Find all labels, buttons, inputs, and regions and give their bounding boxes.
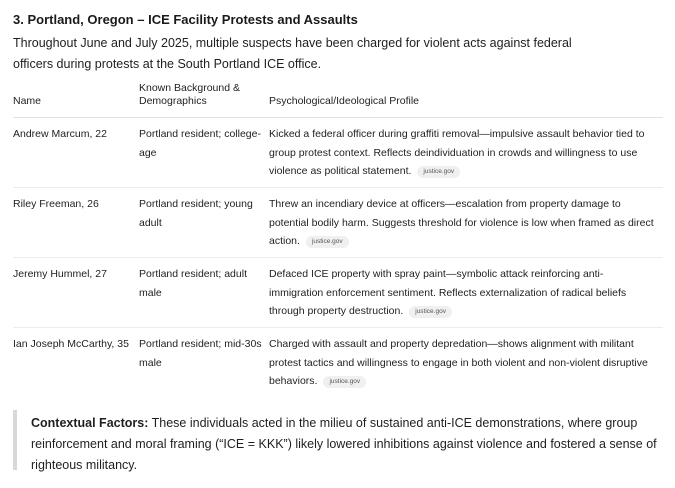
cell-name: Ian Joseph McCarthy, 35 [13,338,129,350]
table-header-row [13,82,663,118]
source-chip[interactable]: justice.gov [306,236,349,248]
cell-profile [269,188,663,258]
cell-profile [269,118,663,188]
source-chip[interactable]: justice.gov [409,306,452,318]
table-row [13,118,663,188]
cell-profile [269,328,663,400]
source-chip[interactable]: justice.gov [417,166,460,178]
cell-background: Portland resident; mid-30s male [139,338,262,369]
cell-name: Riley Freeman, 26 [13,188,139,258]
table-row [13,188,663,258]
header-name: Name [13,82,139,118]
table-row [13,258,663,328]
section-heading: 3. Portland, Oregon – ICE Facility Protests and Assaults [13,12,358,27]
profile-text: Defaced ICE property with spray paint—symbolic attack reinforcing anti-immigration enforcement sentiment. Reflects externalization of radical beliefs through property destruction. [269,268,627,317]
header-background: Known Background & Demographics [139,82,269,118]
table-row [13,328,663,400]
contextual-factors-callout [13,410,658,470]
callout-label: Contextual Factors: [31,416,149,430]
cell-name: Jeremy Hummel, 27 [13,258,139,328]
callout-text: These individuals acted in the milieu of sustained anti-ICE demonstrations, where group reinforcement and moral framing (“ICE = KKK”) likely lowered inhibitions against violence and fostered a sense of righteous militancy. [31,416,657,472]
cell-name: Andrew Marcum, 22 [13,118,139,188]
profile-text: Kicked a federal officer during graffiti removal—impulsive assault behavior tied to group protest context. Reflects deindividuation in crowds and willingness to use violence as political statement. [269,128,645,177]
source-chip[interactable]: justice.gov [323,376,366,388]
profile-text: Threw an incendiary device at officers—escalation from property damage to potential bodily harm. Suggests threshold for violence is low when framed as direct action. [269,198,654,247]
cell-profile [269,258,663,328]
cell-background: Portland resident; young adult [139,188,269,258]
cell-background: Portland resident; college-age [139,118,269,188]
section-intro: Throughout June and July 2025, multiple suspects have been charged for violent acts against federal officers during protests at the South Portland ICE office. [13,36,572,71]
profile-text: Charged with assault and property depredation—shows alignment with militant protest tactics and willingness to engage in both violent and non-violent disruptive behaviors. [269,338,648,387]
cell-background: Portland resident; adult male [139,258,269,328]
header-profile: Psychological/Ideological Profile [269,82,663,118]
suspects-table [13,82,663,400]
